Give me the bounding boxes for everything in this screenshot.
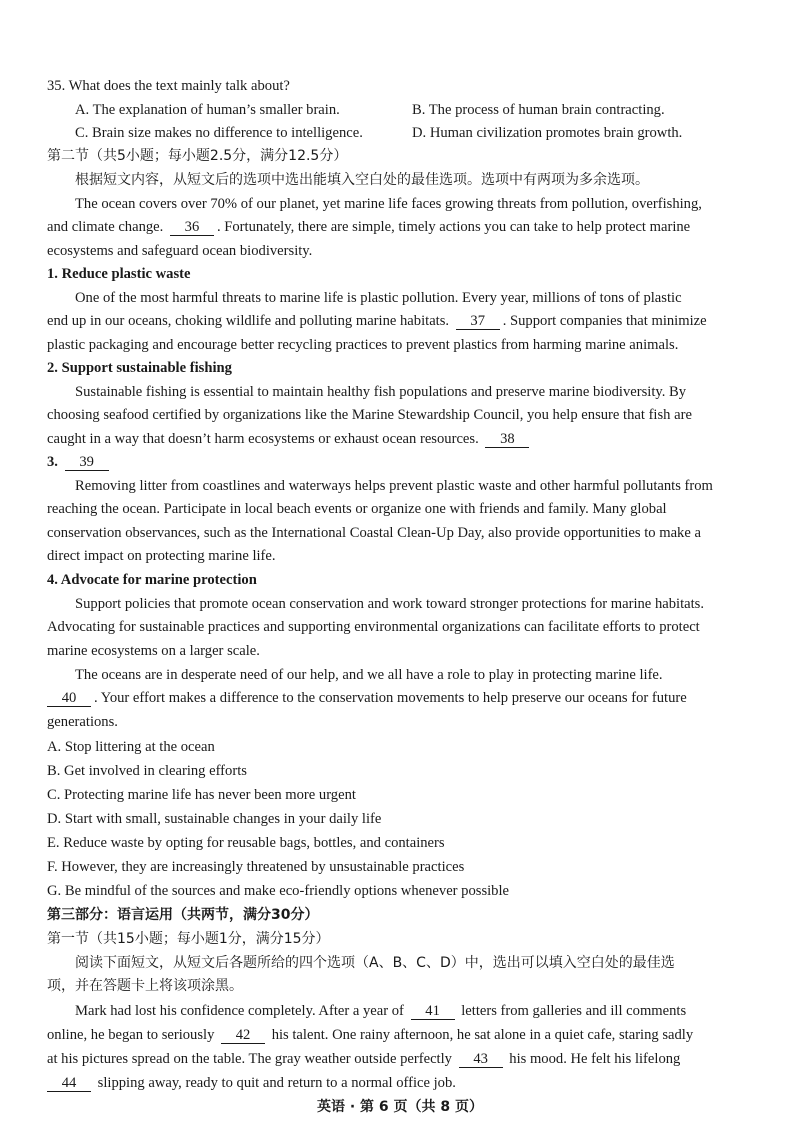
q35-option-d: D. Human civilization promotes brain growth. xyxy=(412,125,683,141)
part3-instruction-line-2: 项，并在答题卡上将该项涂黑。 xyxy=(47,978,243,994)
part3-header: 第三部分：语言运用（共两节，满分30分） xyxy=(47,907,319,923)
subheading-2: 2. Support sustainable fishing xyxy=(47,360,232,376)
cloze-line-3: at his pictures spread on the table. The gray weather outside perfectly 43 his mood. He felt his lifelong xyxy=(47,1051,681,1067)
cloze-line-1: Mark had lost his confidence completely. After a year of 41 letters from galleries and ill comments xyxy=(75,1003,687,1019)
p4-line-1: Support policies that promote ocean conservation and work toward stronger protections for marine habitats. xyxy=(75,596,704,612)
page-footer: 英语 · 第 6 页（共 8 页） xyxy=(316,1099,484,1115)
blank-39: 39 xyxy=(65,454,109,471)
p1-line-3: plastic packaging and encourage better recycling practices to prevent plastics from harming marine animals. xyxy=(47,337,679,353)
p4-line-3: marine ecosystems on a larger scale. xyxy=(47,643,260,659)
option-a: A. Stop littering at the ocean xyxy=(47,739,215,755)
p2-line-2: choosing seafood certified by organizations like the Marine Stewardship Council, you help ensure that fish are xyxy=(47,407,692,423)
p3-line-3: conservation observances, such as the International Coastal Clean-Up Day, also provide opportunities to make a xyxy=(47,525,701,541)
q35-stem: 35. What does the text mainly talk about? xyxy=(47,78,290,94)
cloze-line-4: 44 slipping away, ready to quit and return to a normal office job. xyxy=(47,1073,456,1093)
section2-header: 第二节（共5小题；每小题2.5分，满分12.5分） xyxy=(47,148,348,164)
q35-option-c: C. Brain size makes no difference to intelligence. xyxy=(75,125,363,141)
blank-37: 37 xyxy=(456,313,500,330)
blank-44: 44 xyxy=(47,1075,91,1092)
option-g: G. Be mindful of the sources and make eco-friendly options whenever possible xyxy=(47,883,510,899)
option-e: E. Reduce waste by opting for reusable bags, bottles, and containers xyxy=(47,835,445,851)
blank-43: 43 xyxy=(459,1051,503,1068)
blank-41: 41 xyxy=(411,1003,455,1020)
p2-line-1: Sustainable fishing is essential to maintain healthy fish populations and preserve marine biodiversity. By xyxy=(75,384,687,400)
p3-line-1: Removing litter from coastlines and waterways helps prevent plastic waste and other harmful pollutants from xyxy=(75,478,713,494)
subheading-1: 1. Reduce plastic waste xyxy=(47,266,191,282)
cloze-line-2: online, he began to seriously 42 his talent. One rainy afternoon, he sat alone in a quiet cafe, staring sadly xyxy=(47,1027,694,1043)
blank-36: 36 xyxy=(170,219,214,236)
section2-instruction: 根据短文内容，从短文后的选项中选出能填入空白处的最佳选项。选项中有两项为多余选项。 xyxy=(75,172,649,188)
p5-line-1: The oceans are in desperate need of our help, and we all have a role to play in protecting marine life. xyxy=(75,667,663,683)
p4-line-2: Advocating for sustainable practices and supporting environmental organizations can facilitate efforts to protect xyxy=(47,619,700,635)
option-c: C. Protecting marine life has never been more urgent xyxy=(47,787,356,803)
intro-line-3: ecosystems and safeguard ocean biodiversity. xyxy=(47,243,313,259)
p1-line-1: One of the most harmful threats to marine life is plastic pollution. Every year, millions of tons of plastic xyxy=(75,290,682,306)
part3-section1-header: 第一节（共15小题；每小题1分，满分15分） xyxy=(47,931,330,947)
blank-42: 42 xyxy=(221,1027,265,1044)
p3-line-4: direct impact on protecting marine life. xyxy=(47,548,276,564)
p2-line-3: caught in a way that doesn’t harm ecosystems or exhaust ocean resources. 38 xyxy=(47,429,532,449)
p5-line-3: generations. xyxy=(47,714,118,730)
blank-40: 40 xyxy=(47,690,91,707)
p5-line-2: 40 . Your effort makes a difference to the conservation movements to help preserve our oceans for future xyxy=(47,688,687,708)
subheading-4: 4. Advocate for marine protection xyxy=(47,572,257,588)
option-d: D. Start with small, sustainable changes in your daily life xyxy=(47,811,382,827)
intro-line-1: The ocean covers over 70% of our planet, yet marine life faces growing threats from pollution, overfishing, xyxy=(75,196,702,212)
option-b: B. Get involved in clearing efforts xyxy=(47,763,247,779)
blank-38: 38 xyxy=(485,431,529,448)
subheading-3: 3. 39 xyxy=(47,452,112,472)
p3-line-2: reaching the ocean. Participate in local beach events or organize one with friends and family. Many global xyxy=(47,501,667,517)
option-f: F. However, they are increasingly threatened by unsustainable practices xyxy=(47,859,465,875)
p1-line-2: end up in our oceans, choking wildlife and polluting marine habitats. 37 . Support companies that minimize xyxy=(47,313,707,329)
q35-option-a: A. The explanation of human’s smaller brain. xyxy=(75,102,340,118)
part3-instruction-line-1: 阅读下面短文，从短文后各题所给的四个选项（A、B、C、D）中，选出可以填入空白处的最佳选 xyxy=(75,955,675,971)
intro-line-2: and climate change. 36 . Fortunately, there are simple, timely actions you can take to help protect marine xyxy=(47,219,691,235)
q35-option-b: B. The process of human brain contracting. xyxy=(412,102,665,118)
